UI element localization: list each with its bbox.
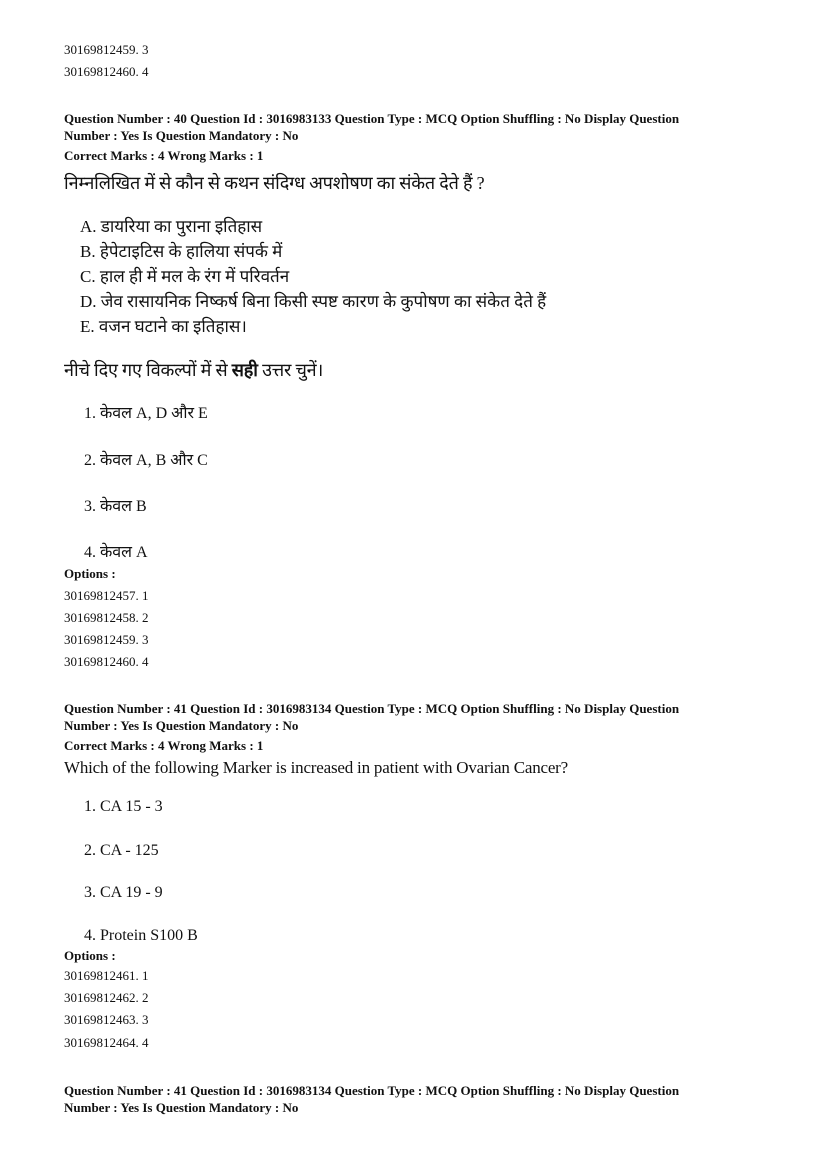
question-text: Which of the following Marker is increased in patient with Ovarian Cancer? (64, 758, 568, 777)
answer-choice: 2. केवल A, B और C (84, 452, 208, 469)
option-id-row: 30169812459. 3 (64, 632, 149, 647)
question-header-cont: Number : Yes Is Question Mandatory : No (64, 128, 299, 143)
option-id-row: 30169812460. 4 (64, 64, 149, 79)
question-header: Question Number : 40 Question Id : 3016983133 Question Type : MCQ Option Shuffling : No Display Question (64, 111, 680, 126)
option-id-row: 30169812461. 1 (64, 968, 149, 983)
question-text: निम्नलिखित में से कौन से कथन संदिग्ध अपशोषण का संकेत देते हैं ? (64, 173, 485, 193)
options-label: Options : (64, 948, 116, 963)
options-label: Options : (64, 566, 116, 581)
option-id-row: 30169812462. 2 (64, 990, 149, 1005)
option-id-row: 30169812458. 2 (64, 610, 149, 625)
question-marks: Correct Marks : 4 Wrong Marks : 1 (64, 148, 264, 163)
instruction-text: नीचे दिए गए विकल्पों में से सही उत्तर चुनें। (64, 360, 324, 380)
answer-choice: 2. CA - 125 (84, 842, 159, 859)
question-header: Question Number : 41 Question Id : 3016983134 Question Type : MCQ Option Shuffling : No Display Question (64, 1083, 680, 1098)
question-header: Question Number : 41 Question Id : 3016983134 Question Type : MCQ Option Shuffling : No Display Question (64, 701, 680, 716)
answer-choice: 1. केवल A, D और E (84, 405, 208, 422)
statement: E. वजन घटाने का इतिहास। (80, 317, 247, 336)
option-id-row: 30169812460. 4 (64, 654, 149, 669)
option-id-row: 30169812464. 4 (64, 1035, 149, 1050)
statement: B. हेपेटाइटिस के हालिया संपर्क में (80, 242, 283, 261)
question-marks: Correct Marks : 4 Wrong Marks : 1 (64, 738, 264, 753)
question-header-cont: Number : Yes Is Question Mandatory : No (64, 718, 299, 733)
statement: A. डायरिया का पुराना इतिहास (80, 217, 263, 236)
answer-choice: 3. केवल B (84, 498, 147, 515)
answer-choice: 4. केवल A (84, 544, 148, 561)
question-header-cont: Number : Yes Is Question Mandatory : No (64, 1100, 299, 1115)
answer-choice: 4. Protein S100 B (84, 927, 198, 944)
statement: C. हाल ही में मल के रंग में परिवर्तन (80, 267, 290, 286)
option-id-row: 30169812457. 1 (64, 588, 149, 603)
answer-choice: 3. CA 19 - 9 (84, 884, 163, 901)
answer-choice: 1. CA 15 - 3 (84, 798, 163, 815)
option-id-row: 30169812463. 3 (64, 1012, 149, 1027)
statement: D. जेव रासायनिक निष्कर्ष बिना किसी स्पष्ट कारण के कुपोषण का संकेत देते हैं (80, 292, 547, 311)
option-id-row: 30169812459. 3 (64, 42, 149, 57)
